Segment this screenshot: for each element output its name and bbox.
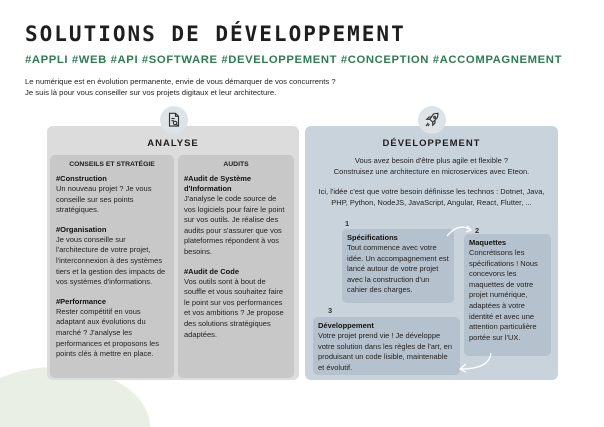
step-maquettes [464,226,551,356]
page-title: SOLUTIONS DE DÉVELOPPEMENT [25,22,406,46]
step-developpement [313,306,460,375]
document-search-icon [160,106,188,134]
conseils-heading: #Organisation [56,224,107,234]
intro-line-2: Je suis là pour vous conseiller sur vos projets digitaux et leur architecture. [25,88,277,97]
dev-title: DÉVELOPPEMENT [382,138,481,149]
dev-technos: Ici, l'idée c'est que votre besoin définisse les technos : Dotnet, Java, PHP, Python, NodeJS, JavaScript, Angular, React, Flutter, ... [318,187,545,207]
step-text: Concrétisons les spécifications ! Nous concevons les maquettes de votre projet numérique, adaptées à votre identité et avec une attention particulière portée sur l'UX. [469,248,538,342]
conseils-block [56,174,168,216]
conseils-text: Je vous conseille sur l'architecture de votre projet, l'interconnexion à des systèmes tiers et la gestion des impacts de vos systèmes d'informations. [56,234,166,287]
dev-intro [313,156,550,177]
conseils-card [50,155,174,378]
audits-heading: #Audit de Code [184,266,240,276]
step-heading: Développement [318,321,374,330]
conseils-block [56,297,168,360]
arrow-2-to-3-icon [455,351,495,373]
intro-text [25,76,336,98]
audits-text: J'analyse le code source de vos logiciels pour faire le point sur vos outils. Je réalise des audits pour s'assurer que vos plateformes répondent à vos besoins. [184,194,285,256]
analyse-panel [47,126,299,380]
audits-card [178,155,294,378]
dev-panel [305,126,558,380]
rocket-icon [418,106,446,134]
analyse-title: ANALYSE [147,138,199,149]
conseils-block [56,225,168,288]
conseils-heading: #Construction [56,174,107,183]
audits-block [184,267,288,341]
audits-heading: #Audit de Système d'Information [184,174,252,193]
step-text: Votre projet prend vie ! Je développe votre solution dans les règles de l'art, en produisant un code lisible, maintenable et évolutif. [318,331,453,372]
step-heading: Maquettes [469,238,507,247]
intro-line-1: Le numérique est en évolution permanente, envie de vous démarquer de vos concurrents ? [25,77,336,86]
audits-text: Vos outils sont à bout de souffle et vous souhaitez faire le point sur vos performances et vos ambitions ? Je propose des solutions stratégiques adaptées. [184,276,284,339]
audits-title: AUDITS [223,161,249,168]
conseils-heading: #Performance [56,296,107,306]
arrow-1-to-2-icon [445,222,475,240]
hashtags: #APPLI #WEB #API #SOFTWARE #DEVELOPPEMENT #CONCEPTION #ACCOMPAGNEMENT [25,54,563,66]
step-heading: Spécifications [347,233,398,242]
conseils-title: CONSEILS ET STRATÉGIE [69,161,155,168]
audits-block [184,174,288,258]
conseils-text: Un nouveau projet ? Je vous conseille sur ses points stratégiques. [56,184,152,215]
step-text: Tout commence avec votre idée. Un accompagnement est lancé autour de votre projet avec la construction d'un cahier des charges. [347,243,449,295]
step-number: 1 [345,219,350,228]
step-specifications [342,219,454,303]
dev-intro-line-2: Construisez une architecture en microservices avec Eteon. [333,166,530,176]
step-number: 2 [475,226,480,235]
step-number: 3 [328,306,333,315]
conseils-text: Rester compétitif en vous adaptant aux évolutions du marché ? J'analyse les performances et proposons les points clés à mettre en place. [56,306,159,359]
dev-intro-line-1: Vous avez besoin d'être plus agile et flexible ? [354,156,509,165]
